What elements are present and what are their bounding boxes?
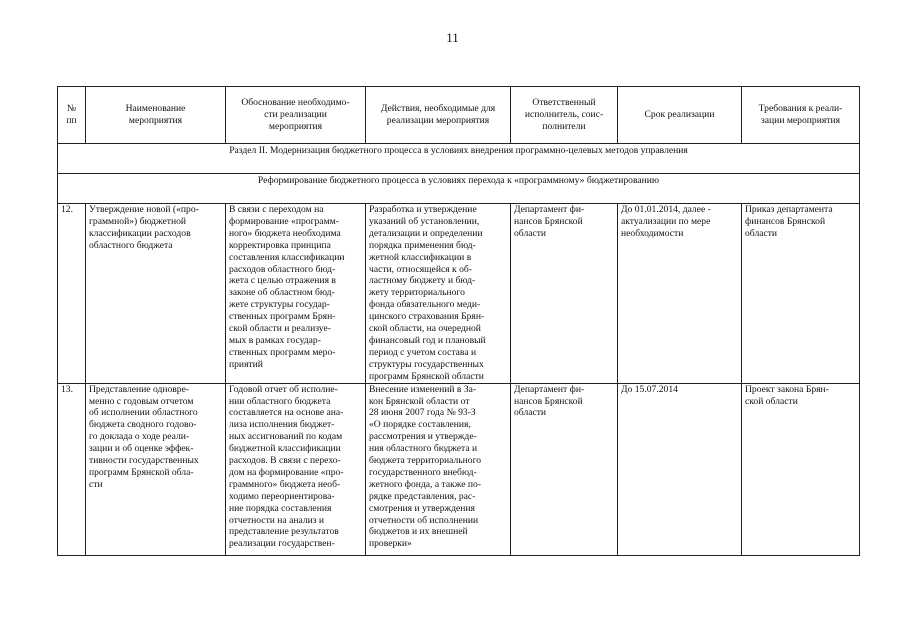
cell-text-line: Департамент фи- bbox=[514, 383, 585, 395]
cell-text-line: «О порядке составления, bbox=[369, 419, 471, 431]
cell-text-line: об исполнении областного bbox=[89, 407, 198, 419]
cell-text-line: отчетности на анализ и bbox=[229, 514, 325, 526]
cell-text-line: Действия, необходимые для bbox=[380, 103, 496, 115]
cell-text-line: финансов Брянской bbox=[745, 215, 826, 227]
cell-text-line: Проект закона Брян- bbox=[745, 383, 829, 395]
row-name bbox=[86, 383, 226, 555]
cell-text-line: классификации расходов bbox=[89, 227, 191, 239]
cell-text-line: расходов областного бюд- bbox=[229, 263, 336, 275]
header-basis bbox=[226, 87, 366, 144]
cell-text-line: области bbox=[745, 227, 778, 239]
cell-text-line: До 01.01.2014, далее - bbox=[621, 204, 711, 215]
cell-text-line: Срок реализации bbox=[644, 109, 715, 121]
cell-text-line: Ответственный bbox=[532, 97, 596, 109]
cell-text-line: До 15.07.2014 bbox=[621, 383, 678, 395]
row-actions bbox=[366, 204, 511, 384]
row-basis bbox=[226, 383, 366, 555]
cell-text-line: пп bbox=[66, 115, 77, 126]
cell-text-line: менно с годовым отчетом bbox=[89, 395, 194, 407]
section-title: Раздел II. Модернизация бюджетного процесса в условиях внедрения программно-целевых методов управления bbox=[58, 144, 860, 174]
header-term bbox=[618, 87, 742, 144]
cell-text-line: ния областного бюджета и bbox=[369, 443, 478, 455]
row-requirements bbox=[742, 383, 860, 555]
table-row bbox=[58, 204, 860, 384]
cell-text-line: составляется на основе ана- bbox=[229, 407, 344, 419]
row-actions bbox=[366, 383, 511, 555]
cell-text-line: жету территориального bbox=[369, 287, 465, 299]
cell-text-line: Представление одновре- bbox=[89, 383, 190, 395]
cell-text-line: программ Брянской области bbox=[369, 370, 484, 382]
cell-text-line: ластному бюджету и бюд- bbox=[369, 275, 476, 287]
cell-text-line: жетной классификации в bbox=[369, 251, 472, 263]
cell-text-line: мероприятия bbox=[128, 115, 183, 126]
cell-text-line: тивности государственных bbox=[89, 455, 199, 467]
cell-text-line: ных ассигнований по кодам bbox=[229, 431, 343, 443]
cell-text-line: представление результатов bbox=[229, 526, 339, 538]
header-responsible bbox=[511, 87, 618, 144]
cell-text-line: отчетности об исполнении bbox=[369, 514, 479, 526]
cell-text-line: Наименование bbox=[125, 103, 186, 115]
cell-text-line: части, относящейся к об- bbox=[369, 263, 472, 275]
cell-text-line: Обоснование необходимо- bbox=[241, 97, 350, 109]
subsection-title: Реформирование бюджетного процесса в условиях перехода к «программному» бюджетированию bbox=[58, 174, 860, 204]
cell-text-line: рассмотрения и утвержде- bbox=[369, 431, 477, 443]
cell-text-line: исполнитель, соис- bbox=[524, 109, 604, 121]
cell-text-line: реализации мероприятия bbox=[386, 115, 490, 126]
cell-text-line: В связи с переходом на bbox=[229, 204, 324, 215]
cell-text-line: лиза исполнения бюджет- bbox=[229, 419, 335, 431]
cell-text-line: Разработка и утверждение bbox=[369, 204, 477, 215]
cell-text-line: финансовый год и плановый bbox=[369, 334, 486, 346]
cell-text-line: бюджета территориального bbox=[369, 455, 482, 467]
cell-text-line: Внесение изменений в За- bbox=[369, 383, 477, 395]
cell-text-line: мых в рамках государ- bbox=[229, 334, 321, 346]
cell-text-line: рядке представления, рас- bbox=[369, 490, 476, 502]
cell-text-line: программ Брянской обла- bbox=[89, 466, 194, 478]
cell-text-line: фонда обязательного меди- bbox=[369, 299, 481, 311]
cell-text-line: зации мероприятия bbox=[761, 115, 840, 126]
cell-text-line: ственных программ Брян- bbox=[229, 311, 336, 323]
cell-text-line: порядка применения бюд- bbox=[369, 239, 476, 251]
section-row bbox=[58, 144, 860, 174]
cell-text-line: бюджетов и их внешней bbox=[369, 526, 468, 538]
row-term bbox=[618, 383, 742, 555]
cell-text-line: Департамент фи- bbox=[514, 204, 585, 215]
cell-text-line: кон Брянской области от bbox=[369, 395, 470, 407]
cell-text-line: период с учетом состава и bbox=[369, 346, 477, 358]
row-responsible bbox=[511, 383, 618, 555]
cell-text-line: ской области и реализуе- bbox=[229, 323, 331, 335]
cell-text-line: жета с целью отражения в bbox=[229, 275, 336, 287]
cell-text-line: № bbox=[66, 103, 77, 115]
cell-text-line: ской области, на очередной bbox=[369, 323, 481, 335]
cell-text-line: смотрения и утверждения bbox=[369, 502, 475, 514]
cell-text-line: 28 июня 2007 года № 93-З bbox=[369, 407, 476, 419]
row-responsible bbox=[511, 204, 618, 384]
cell-text-line: областного бюджета bbox=[89, 239, 173, 251]
subsection-row bbox=[58, 174, 860, 204]
cell-text-line: Годовой отчет об исполне- bbox=[229, 383, 338, 395]
cell-text-line: законе об областном бюд- bbox=[229, 287, 335, 299]
measures-table bbox=[57, 86, 860, 556]
header-name bbox=[86, 87, 226, 144]
cell-text-line: детализации и определении bbox=[369, 227, 483, 239]
cell-text-line: бюджетной классификации bbox=[229, 443, 341, 455]
row-number: 13. bbox=[58, 383, 86, 555]
cell-text-line: проверки» bbox=[369, 538, 412, 550]
cell-text-line: ного» бюджета необходима bbox=[229, 227, 341, 239]
cell-text-line: дом на формирование «про- bbox=[229, 466, 344, 478]
row-term bbox=[618, 204, 742, 384]
row-basis bbox=[226, 204, 366, 384]
cell-text-line: необходимости bbox=[621, 227, 684, 239]
header-requirements bbox=[742, 87, 860, 144]
cell-text-line: области bbox=[514, 407, 547, 419]
cell-text-line: указаний об установлении, bbox=[369, 215, 480, 227]
cell-text-line: жетного фонда, а также по- bbox=[369, 478, 482, 490]
row-number: 12. bbox=[58, 204, 86, 384]
cell-text-line: ственных программ меро- bbox=[229, 346, 336, 358]
cell-text-line: Приказ департамента bbox=[745, 204, 833, 215]
cell-text-line: государственного внебюд- bbox=[369, 466, 477, 478]
cell-text-line: граммной») бюджетной bbox=[89, 215, 187, 227]
row-requirements bbox=[742, 204, 860, 384]
cell-text-line: граммного» бюджета необ- bbox=[229, 478, 341, 490]
cell-text-line: нии областного бюджета bbox=[229, 395, 331, 407]
cell-text-line: жете структуры государ- bbox=[229, 299, 330, 311]
cell-text-line: приятий bbox=[229, 358, 263, 370]
cell-text-line: бюджета сводного годово- bbox=[89, 419, 197, 431]
cell-text-line: мероприятия bbox=[268, 120, 323, 132]
cell-text-line: структуры государственных bbox=[369, 358, 484, 370]
cell-text-line: сти bbox=[89, 478, 103, 490]
cell-text-line: ходимо переориентирова- bbox=[229, 490, 335, 502]
cell-text-line: Требования к реали- bbox=[758, 103, 843, 115]
header-actions bbox=[366, 87, 511, 144]
cell-text-line: реализации государствен- bbox=[229, 538, 335, 550]
cell-text-line: го доклада о ходе реали- bbox=[89, 431, 190, 443]
cell-text-line: расходов. В связи с перехо- bbox=[229, 455, 341, 467]
header-num bbox=[58, 87, 86, 144]
cell-text-line: полнители bbox=[542, 120, 586, 132]
cell-text-line: ние порядка составления bbox=[229, 502, 332, 514]
cell-text-line: зации и об оценке эффек- bbox=[89, 443, 194, 455]
cell-text-line: формирование «программ- bbox=[229, 215, 339, 227]
cell-text-line: корректировка принципа bbox=[229, 239, 331, 251]
cell-text-line: ской области bbox=[745, 395, 798, 407]
cell-text-line: нансов Брянской bbox=[514, 395, 583, 407]
cell-text-line: области bbox=[514, 227, 547, 239]
page-number: 11 bbox=[446, 30, 459, 45]
cell-text-line: сти реализации bbox=[264, 109, 327, 121]
cell-text-line: Утверждение новой («про- bbox=[89, 204, 199, 215]
table-header-row bbox=[58, 87, 860, 144]
cell-text-line: цинского страхования Брян- bbox=[369, 311, 485, 323]
table-row bbox=[58, 383, 860, 555]
cell-text-line: нансов Брянской bbox=[514, 215, 583, 227]
cell-text-line: составления классификации bbox=[229, 251, 345, 263]
cell-text-line: актуализации по мере bbox=[621, 215, 711, 227]
row-name bbox=[86, 204, 226, 384]
